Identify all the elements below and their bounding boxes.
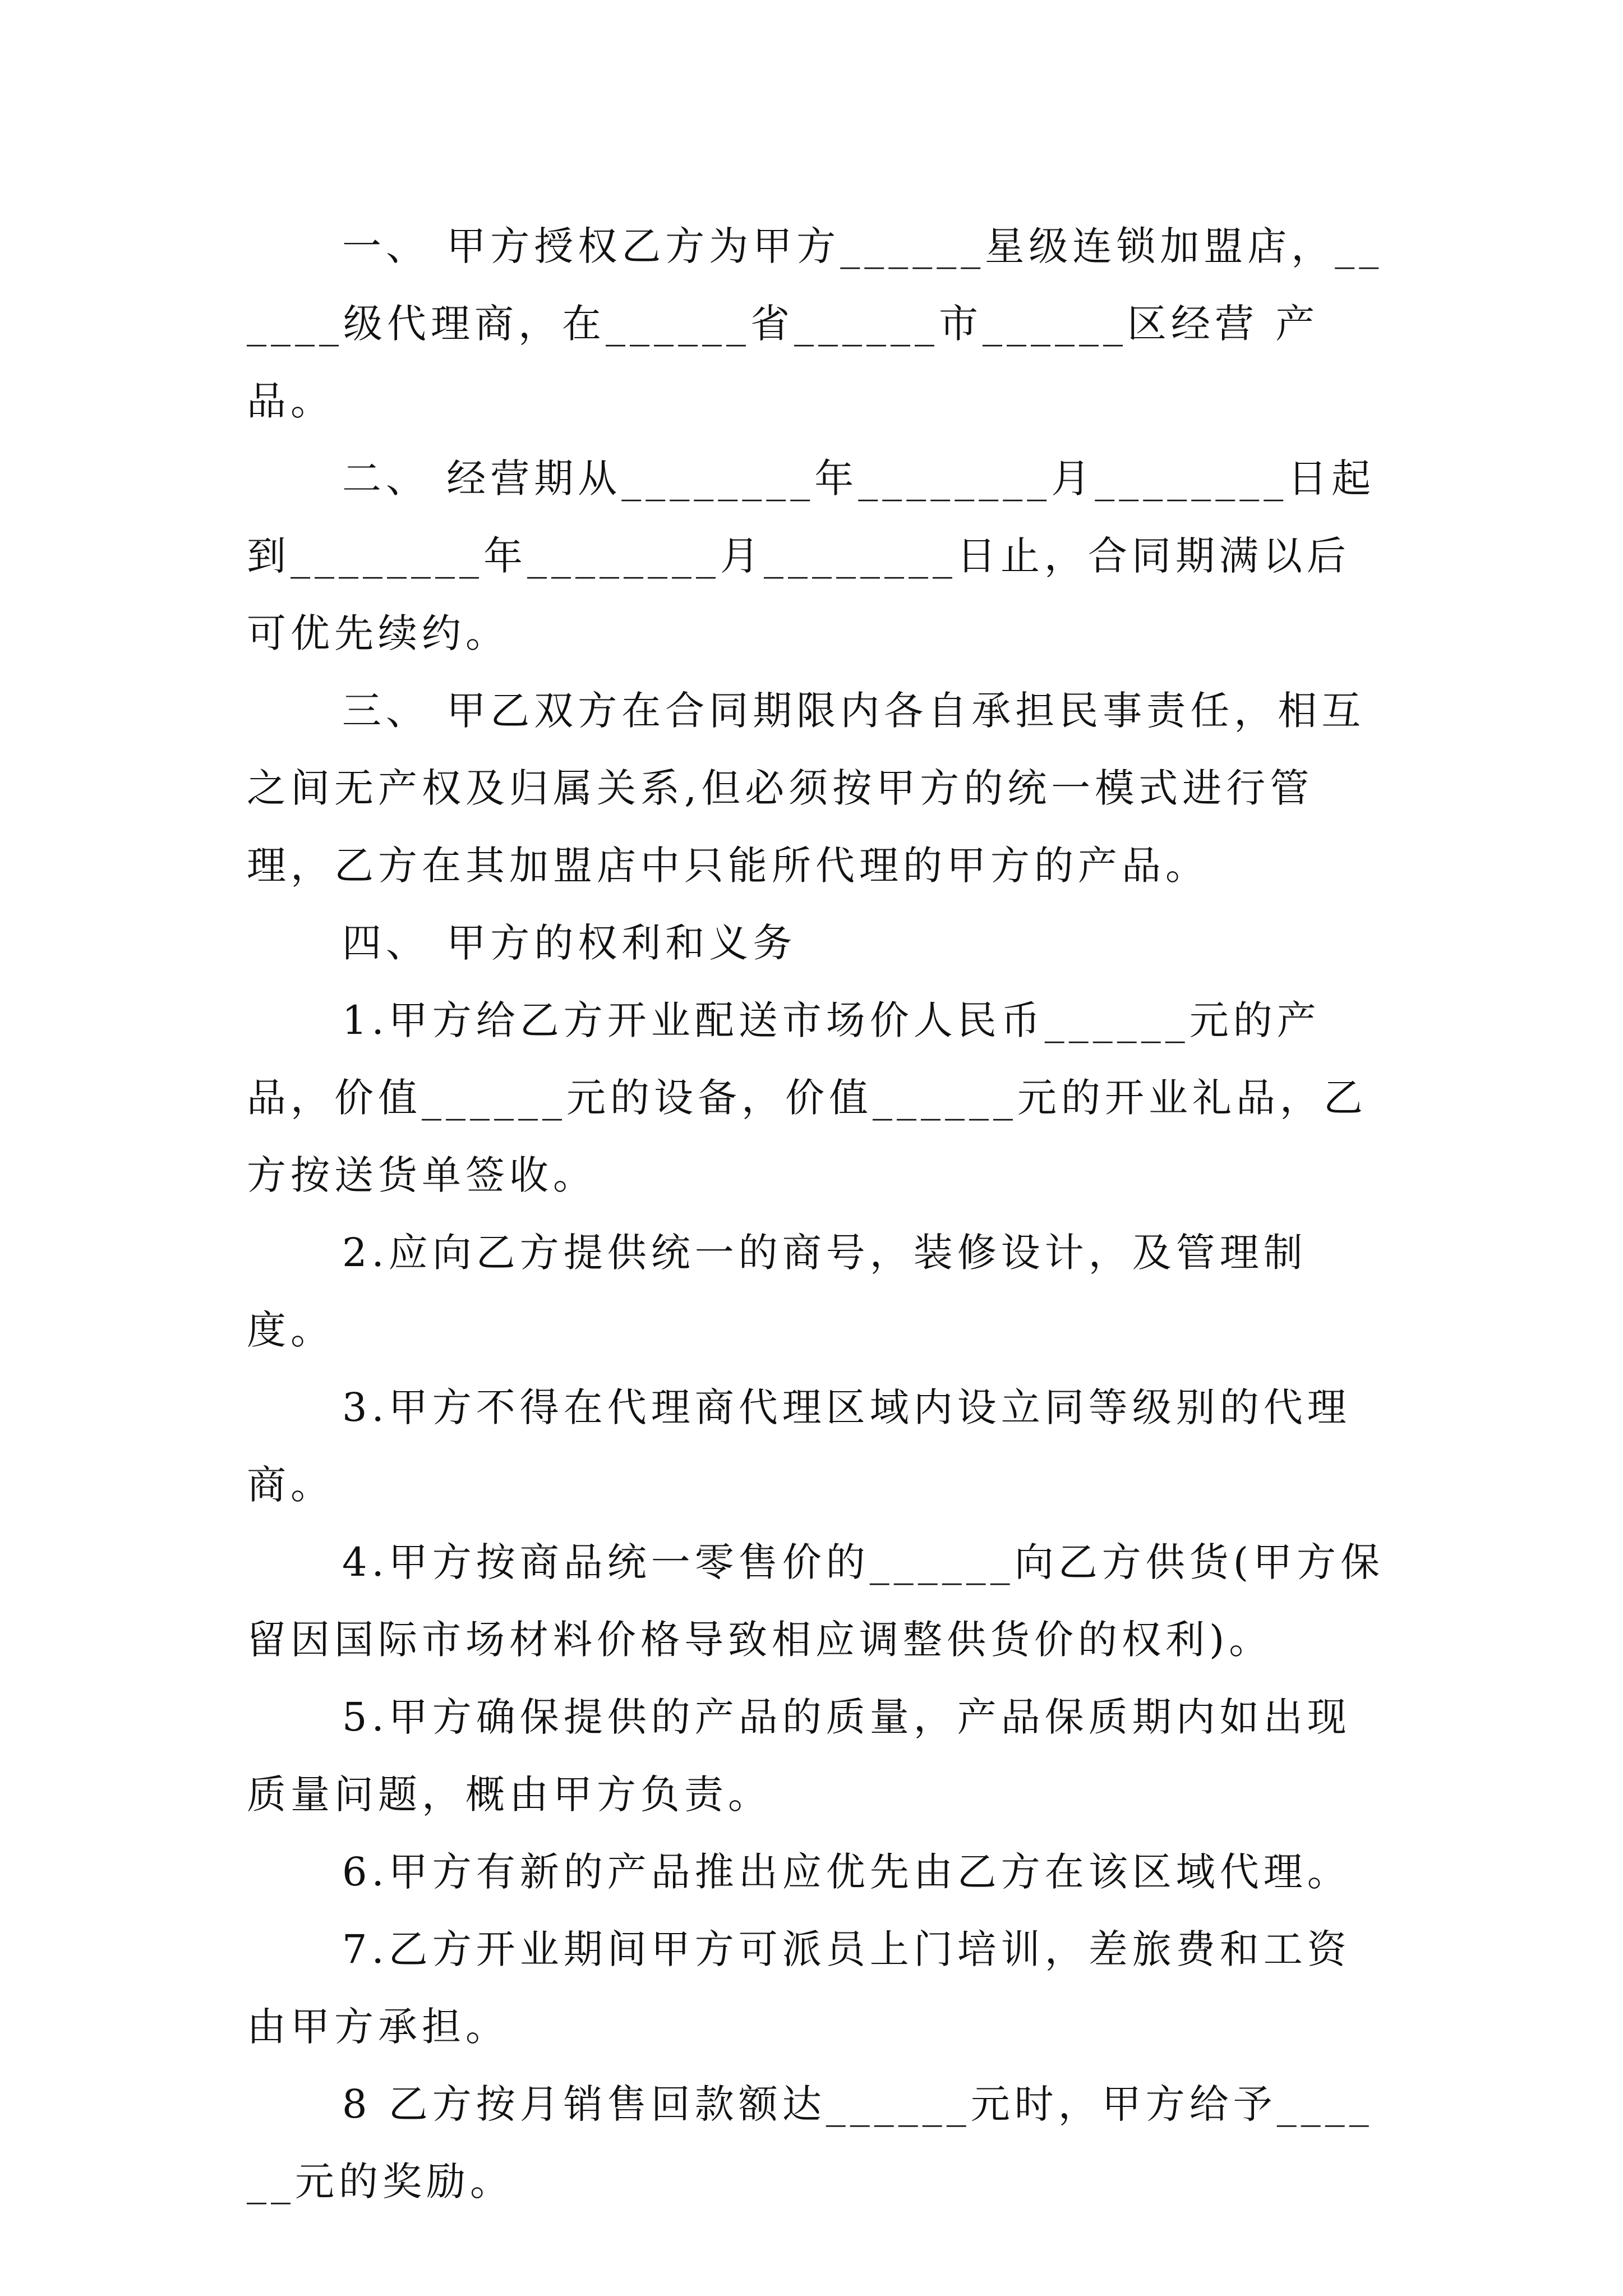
clause-7-training: 7.乙方开业期间甲方可派员上门培训，差旅费和工资由甲方承担。 — [247, 1926, 1351, 2050]
clause-3-exclusivity: 3.甲方不得在代理商代理区域内设立同等级别的代理商。 — [247, 1384, 1351, 1508]
clause-5-quality: 5.甲方确保提供的产品的质量，产品保质期内如出现质量问题，概由甲方负责。 — [247, 1694, 1351, 1818]
section-heading-party-a-rights: 四、 甲方的权利和义务 — [342, 920, 797, 966]
paragraph-responsibility: 三、 甲乙双方在合同期限内各自承担民事责任，相互之间无产权及归属关系,但必须按甲方的统一模式进行管理，乙方在其加盟店中只能所代理的甲方的产品。 — [247, 688, 1366, 889]
paragraph-term: 二、 经营期从________年________月________日起到________年________月________日止，合同期满以后可优先续约。 — [247, 455, 1376, 656]
clause-6-new-products: 6.甲方有新的产品推出应优先由乙方在该区域代理。 — [342, 1849, 1351, 1895]
clause-2-branding: 2.应向乙方提供统一的商号，装修设计，及管理制度。 — [247, 1230, 1307, 1353]
clause-1-opening-supplies: 1.甲方给乙方开业配送市场价人民币______元的产品，价值______元的设备，价值______元的开业礼品，乙方按送货单签收。 — [247, 997, 1367, 1198]
clause-8-rewards: 8 乙方按月销售回款额达______元时，甲方给予______元的奖励。 — [247, 2081, 1373, 2205]
contract-body — [247, 208, 1391, 2220]
paragraph-authorization: 一、 甲方授权乙方为甲方______星级连锁加盟店，______级代理商，在______省______市______区经营 产品。 — [247, 223, 1384, 424]
clause-4-pricing: 4.甲方按商品统一零售价的______向乙方供货(甲方保留因国际市场材料价格导致相应调整供货价的权利)。 — [247, 1539, 1385, 1663]
